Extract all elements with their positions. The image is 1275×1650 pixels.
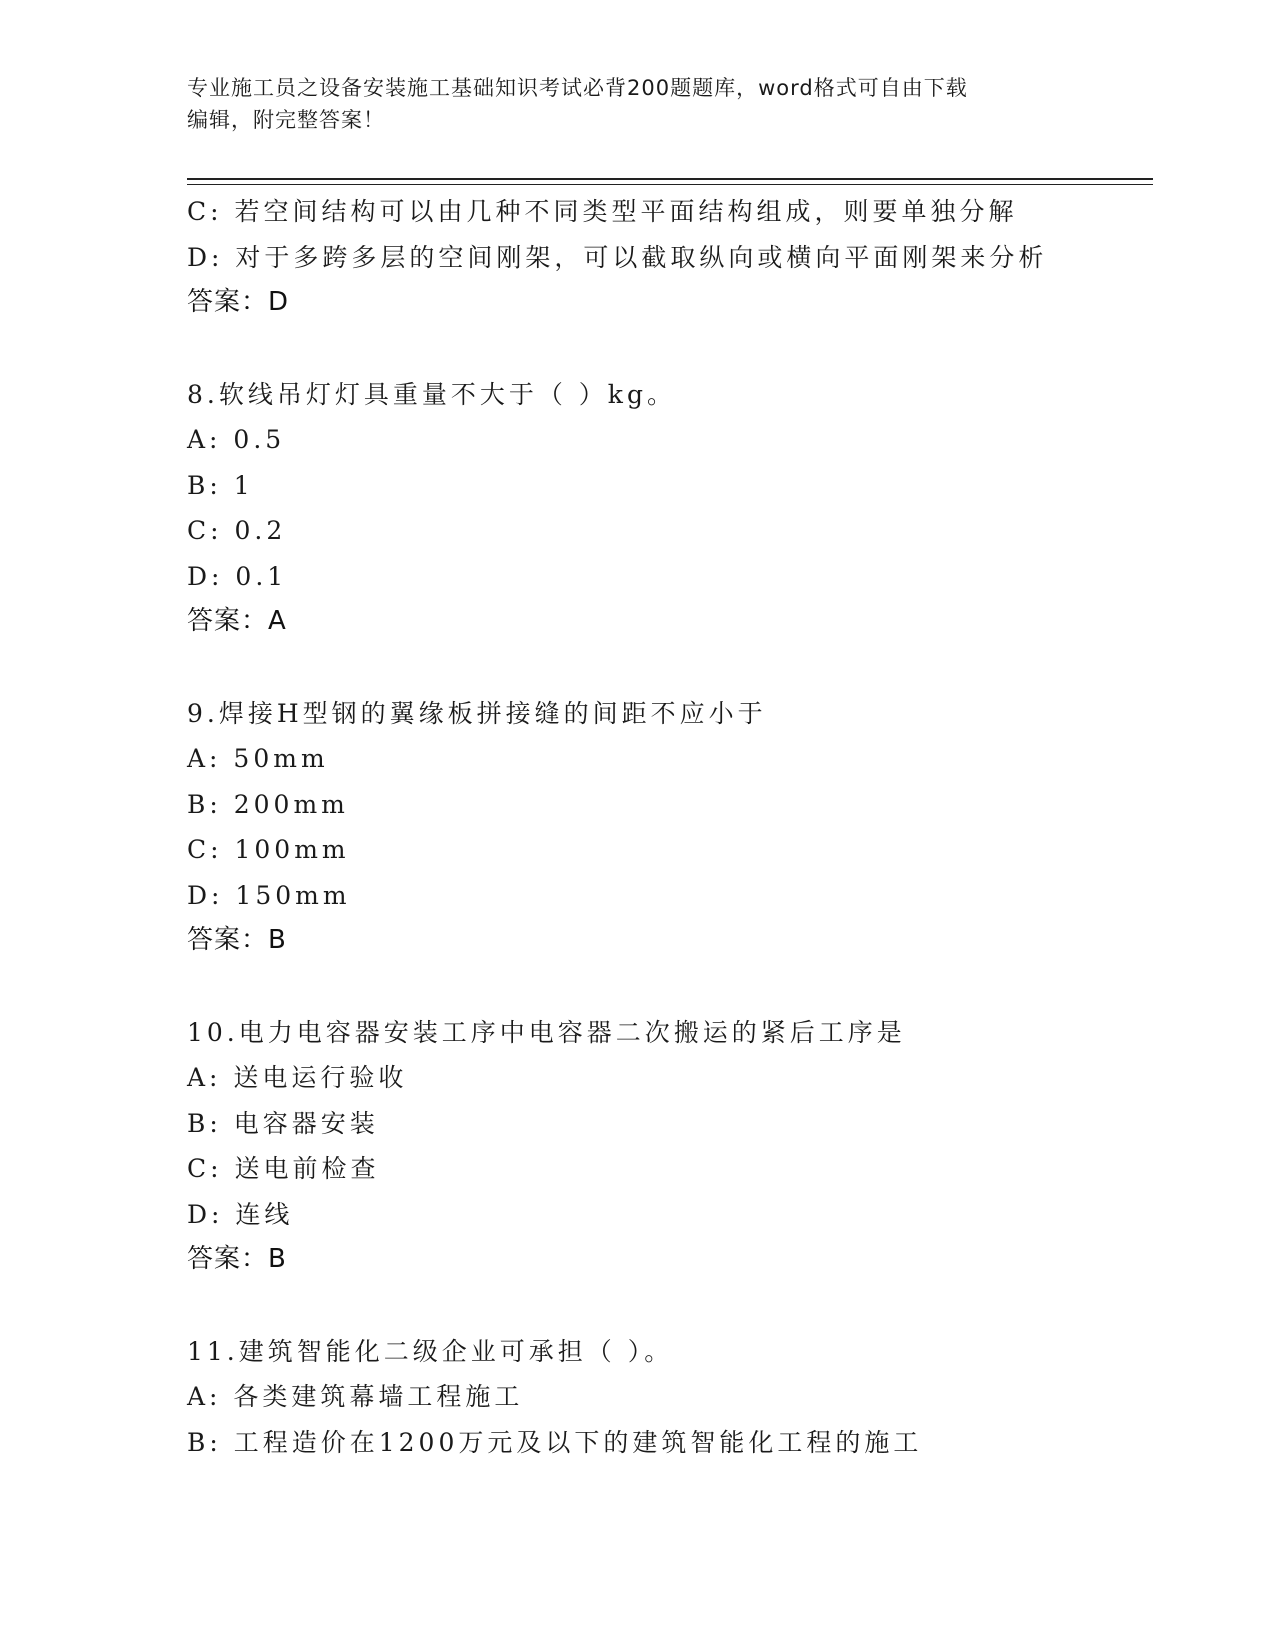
spacer (187, 1283, 1147, 1329)
option-c: C: 0.2 (187, 516, 287, 545)
option-d: D: 150mm (187, 880, 351, 910)
document-header (187, 72, 1067, 136)
option-c: C: 送电前检查 (187, 1154, 380, 1183)
question-stem: 8.软线吊灯灯具重量不大于（ ）kg。 (187, 379, 676, 409)
option-a: A: 50mm (187, 744, 329, 773)
option-a: A: 0.5 (187, 425, 286, 454)
question-list (187, 189, 1147, 1465)
option-c: C: 若空间结构可以由几种不同类型平面结构组成，则要单独分解 (187, 197, 1018, 226)
option-b: B: 1 (187, 470, 254, 500)
option-d: D: 对于多跨多层的空间刚架，可以截取纵向或横向平面刚架来分析 (187, 242, 1048, 272)
spacer (187, 326, 1147, 372)
question-stem: 10.电力电容器安装工序中电容器二次搬运的紧后工序是 (187, 1017, 906, 1047)
answer-line: 答案：A (187, 606, 287, 636)
spacer (187, 645, 1147, 691)
option-d: D: 连线 (187, 1199, 294, 1229)
option-a: A: 送电运行验收 (187, 1063, 408, 1092)
option-c: C: 100mm (187, 835, 350, 864)
option-b: B: 电容器安装 (187, 1108, 379, 1138)
option-d: D: 0.1 (187, 561, 288, 591)
spacer (187, 964, 1147, 1010)
header-divider-thin (187, 184, 1153, 185)
answer-line: 答案：B (187, 1244, 287, 1274)
question-stem: 9.焊接H型钢的翼缘板拼接缝的间距不应小于 (187, 698, 767, 728)
header-title-line-1: 专业施工员之设备安装施工基础知识考试必背200题题库，word格式可自由下载 (187, 76, 968, 100)
header-title-line-2: 编辑，附完整答案！ (187, 108, 385, 132)
option-a: A: 各类建筑幕墙工程施工 (187, 1382, 524, 1411)
answer-line: 答案：D (187, 287, 290, 317)
header-divider-thick (187, 178, 1153, 180)
option-b: B: 工程造价在1200万元及以下的建筑智能化工程的施工 (187, 1427, 923, 1457)
question-stem: 11.建筑智能化二级企业可承担（ ）。 (187, 1336, 674, 1366)
option-b: B: 200mm (187, 789, 349, 819)
answer-line: 答案：B (187, 925, 287, 955)
